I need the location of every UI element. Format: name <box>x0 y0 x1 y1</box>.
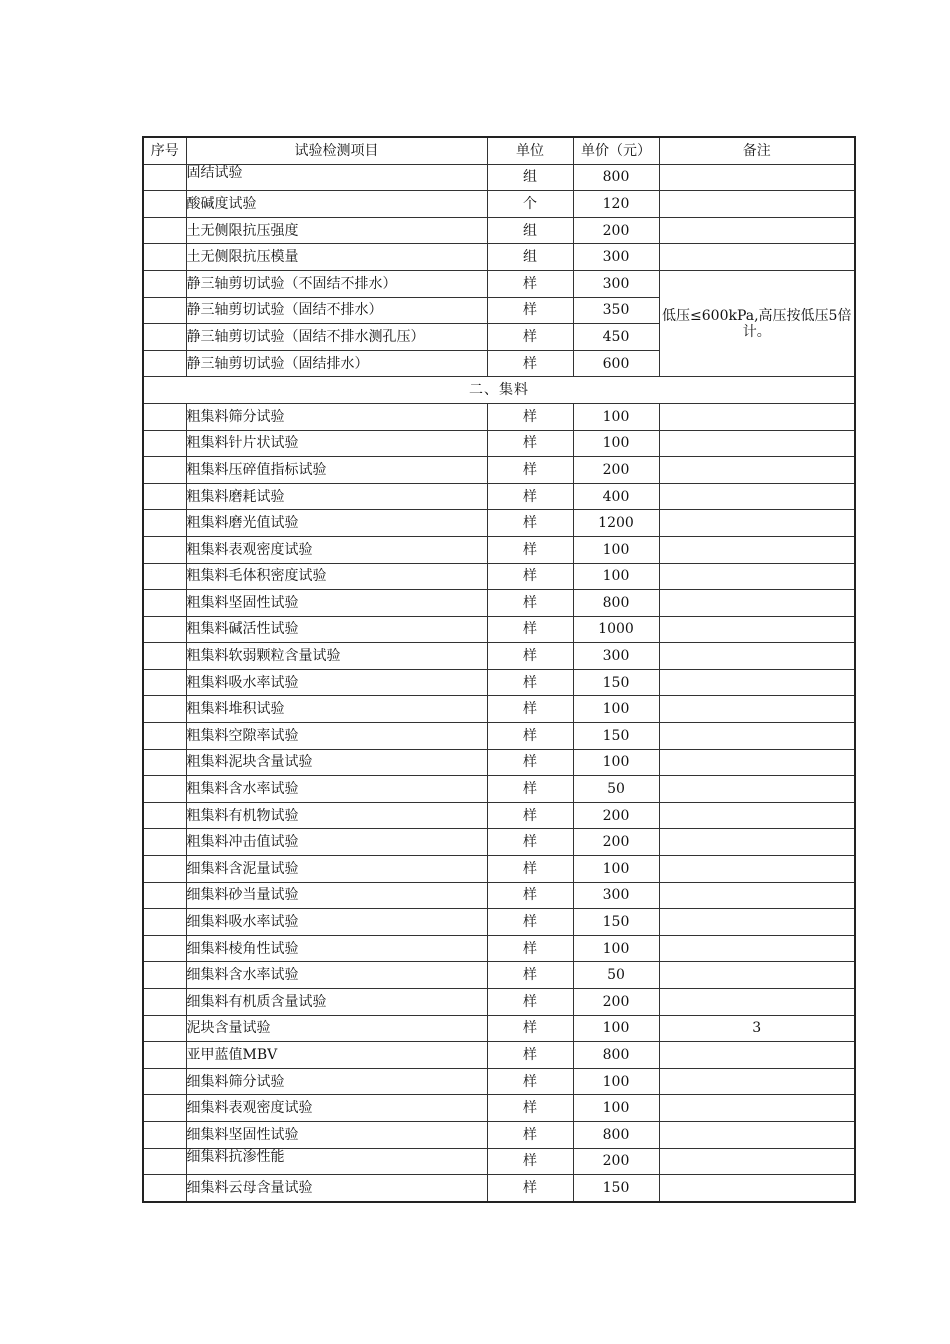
item-cell: 粗集料有机物试验 <box>186 802 487 829</box>
note-cell: 3 <box>659 1015 855 1042</box>
seq-cell <box>143 696 186 723</box>
table-row <box>143 483 855 510</box>
table-row <box>143 935 855 962</box>
item-cell: 粗集料针片状试验 <box>186 430 487 457</box>
unit-cell: 样 <box>487 457 573 484</box>
table-row <box>143 1042 855 1069</box>
item-cell: 固结试验 <box>186 164 487 191</box>
table-row <box>143 244 855 271</box>
seq-cell <box>143 1042 186 1069</box>
price-cell: 50 <box>573 962 659 989</box>
price-cell: 800 <box>573 1042 659 1069</box>
unit-cell: 样 <box>487 1015 573 1042</box>
item-cell: 粗集料堆积试验 <box>186 696 487 723</box>
table-row <box>143 217 855 244</box>
table-row <box>143 669 855 696</box>
unit-cell: 样 <box>487 935 573 962</box>
unit-cell: 样 <box>487 297 573 324</box>
seq-cell <box>143 1148 186 1175</box>
unit-cell: 样 <box>487 749 573 776</box>
seq-cell <box>143 590 186 617</box>
seq-cell <box>143 989 186 1016</box>
note-cell <box>659 882 855 909</box>
header-price: 单价（元） <box>573 137 659 164</box>
price-cell: 100 <box>573 563 659 590</box>
price-cell: 100 <box>573 1095 659 1122</box>
item-cell: 细集料砂当量试验 <box>186 882 487 909</box>
item-cell: 粗集料表观密度试验 <box>186 536 487 563</box>
note-cell <box>659 802 855 829</box>
unit-cell: 样 <box>487 350 573 377</box>
note-cell <box>659 776 855 803</box>
price-cell: 450 <box>573 324 659 351</box>
price-cell: 150 <box>573 909 659 936</box>
item-cell: 粗集料毛体积密度试验 <box>186 563 487 590</box>
item-cell: 细集料筛分试验 <box>186 1068 487 1095</box>
section-title: 二、集料 <box>143 377 855 404</box>
price-cell: 300 <box>573 643 659 670</box>
seq-cell <box>143 669 186 696</box>
item-cell: 粗集料压碎值指标试验 <box>186 457 487 484</box>
seq-cell <box>143 616 186 643</box>
price-cell: 150 <box>573 1175 659 1202</box>
unit-cell: 样 <box>487 723 573 750</box>
price-cell: 50 <box>573 776 659 803</box>
item-cell: 粗集料泥块含量试验 <box>186 749 487 776</box>
unit-cell: 样 <box>487 1068 573 1095</box>
seq-cell <box>143 430 186 457</box>
item-cell: 粗集料筛分试验 <box>186 403 487 430</box>
seq-cell <box>143 829 186 856</box>
seq-cell <box>143 882 186 909</box>
price-cell: 350 <box>573 297 659 324</box>
note-cell <box>659 430 855 457</box>
table-row <box>143 829 855 856</box>
price-cell: 120 <box>573 191 659 218</box>
price-cell: 600 <box>573 350 659 377</box>
price-cell: 1200 <box>573 510 659 537</box>
note-cell <box>659 616 855 643</box>
seq-cell <box>143 1095 186 1122</box>
unit-cell: 组 <box>487 244 573 271</box>
item-cell: 细集料含水率试验 <box>186 962 487 989</box>
table-row <box>143 749 855 776</box>
price-cell: 200 <box>573 457 659 484</box>
item-cell: 静三轴剪切试验（不固结不排水） <box>186 270 487 297</box>
header-item: 试验检测项目 <box>186 137 487 164</box>
seq-cell <box>143 403 186 430</box>
item-cell: 细集料有机质含量试验 <box>186 989 487 1016</box>
note-cell <box>659 723 855 750</box>
price-cell: 150 <box>573 723 659 750</box>
item-cell: 细集料棱角性试验 <box>186 935 487 962</box>
table-row <box>143 191 855 218</box>
table-row <box>143 1015 855 1042</box>
unit-cell: 样 <box>487 1042 573 1069</box>
price-cell: 100 <box>573 935 659 962</box>
item-cell: 亚甲蓝值MBV <box>186 1042 487 1069</box>
note-cell <box>659 590 855 617</box>
seq-cell <box>143 856 186 883</box>
seq-cell <box>143 776 186 803</box>
table-row <box>143 1121 855 1148</box>
price-cell: 800 <box>573 590 659 617</box>
table-row <box>143 457 855 484</box>
table-row <box>143 643 855 670</box>
note-cell <box>659 669 855 696</box>
unit-cell: 样 <box>487 643 573 670</box>
item-cell: 粗集料软弱颗粒含量试验 <box>186 643 487 670</box>
seq-cell <box>143 191 186 218</box>
price-cell: 100 <box>573 403 659 430</box>
note-cell <box>659 1148 855 1175</box>
seq-cell <box>143 244 186 271</box>
seq-cell <box>143 1121 186 1148</box>
price-cell: 300 <box>573 882 659 909</box>
item-cell: 土无侧限抗压强度 <box>186 217 487 244</box>
note-cell <box>659 989 855 1016</box>
unit-cell: 样 <box>487 324 573 351</box>
table-row <box>143 430 855 457</box>
unit-cell: 样 <box>487 776 573 803</box>
seq-cell <box>143 217 186 244</box>
item-cell: 细集料坚固性试验 <box>186 1121 487 1148</box>
seq-cell <box>143 297 186 324</box>
table-row <box>143 802 855 829</box>
note-cell <box>659 483 855 510</box>
unit-cell: 样 <box>487 989 573 1016</box>
table-row <box>143 590 855 617</box>
item-cell: 粗集料碱活性试验 <box>186 616 487 643</box>
table-row <box>143 563 855 590</box>
price-cell: 200 <box>573 1148 659 1175</box>
unit-cell: 样 <box>487 696 573 723</box>
seq-cell <box>143 324 186 351</box>
item-cell: 泥块含量试验 <box>186 1015 487 1042</box>
item-cell: 粗集料空隙率试验 <box>186 723 487 750</box>
unit-cell: 样 <box>487 563 573 590</box>
seq-cell <box>143 350 186 377</box>
note-cell <box>659 829 855 856</box>
unit-cell: 样 <box>487 962 573 989</box>
seq-cell <box>143 749 186 776</box>
note-cell <box>659 536 855 563</box>
price-cell: 100 <box>573 430 659 457</box>
seq-cell <box>143 510 186 537</box>
seq-cell <box>143 962 186 989</box>
note-cell <box>659 749 855 776</box>
seq-cell <box>143 909 186 936</box>
item-cell: 静三轴剪切试验（固结不排水） <box>186 297 487 324</box>
item-cell: 粗集料冲击值试验 <box>186 829 487 856</box>
price-cell: 100 <box>573 856 659 883</box>
price-cell: 300 <box>573 244 659 271</box>
header-unit: 单位 <box>487 137 573 164</box>
seq-cell <box>143 1175 186 1202</box>
seq-cell <box>143 935 186 962</box>
note-cell <box>659 403 855 430</box>
price-cell: 100 <box>573 749 659 776</box>
note-cell <box>659 1042 855 1069</box>
note-cell <box>659 962 855 989</box>
item-cell: 细集料抗渗性能 <box>186 1148 487 1175</box>
table-row <box>143 962 855 989</box>
unit-cell: 样 <box>487 590 573 617</box>
header-seq: 序号 <box>143 137 186 164</box>
seq-cell <box>143 1068 186 1095</box>
table-row <box>143 1068 855 1095</box>
price-cell: 100 <box>573 1015 659 1042</box>
unit-cell: 样 <box>487 1121 573 1148</box>
table-row <box>143 696 855 723</box>
note-cell <box>659 217 855 244</box>
unit-cell: 样 <box>487 510 573 537</box>
table-row <box>143 536 855 563</box>
note-cell <box>659 909 855 936</box>
table-row <box>143 510 855 537</box>
price-cell: 800 <box>573 1121 659 1148</box>
note-cell <box>659 457 855 484</box>
price-cell: 100 <box>573 696 659 723</box>
price-cell: 150 <box>573 669 659 696</box>
table-row <box>143 1148 855 1175</box>
seq-cell <box>143 457 186 484</box>
table-row <box>143 403 855 430</box>
unit-cell: 样 <box>487 430 573 457</box>
unit-cell: 样 <box>487 829 573 856</box>
note-cell <box>659 1121 855 1148</box>
item-cell: 静三轴剪切试验（固结排水） <box>186 350 487 377</box>
item-cell: 粗集料磨耗试验 <box>186 483 487 510</box>
unit-cell: 组 <box>487 164 573 191</box>
price-cell: 200 <box>573 217 659 244</box>
note-cell <box>659 1068 855 1095</box>
seq-cell <box>143 802 186 829</box>
note-cell <box>659 563 855 590</box>
unit-cell: 样 <box>487 536 573 563</box>
table-row <box>143 776 855 803</box>
table-header-row <box>143 137 855 164</box>
unit-cell: 样 <box>487 483 573 510</box>
price-cell: 300 <box>573 270 659 297</box>
unit-cell: 个 <box>487 191 573 218</box>
note-cell <box>659 696 855 723</box>
seq-cell <box>143 164 186 191</box>
note-cell <box>659 1175 855 1202</box>
header-note: 备注 <box>659 137 855 164</box>
table-row <box>143 989 855 1016</box>
item-cell: 土无侧限抗压模量 <box>186 244 487 271</box>
table-row <box>143 723 855 750</box>
price-cell: 200 <box>573 829 659 856</box>
table-row <box>143 856 855 883</box>
item-cell: 酸碱度试验 <box>186 191 487 218</box>
seq-cell <box>143 723 186 750</box>
seq-cell <box>143 483 186 510</box>
item-cell: 粗集料磨光值试验 <box>186 510 487 537</box>
price-cell: 100 <box>573 536 659 563</box>
unit-cell: 样 <box>487 669 573 696</box>
table-row <box>143 909 855 936</box>
item-cell: 粗集料坚固性试验 <box>186 590 487 617</box>
note-cell <box>659 510 855 537</box>
aggregate-rows <box>143 403 855 1201</box>
seq-cell <box>143 1015 186 1042</box>
item-cell: 粗集料含水率试验 <box>186 776 487 803</box>
table-row <box>143 270 855 297</box>
price-cell: 200 <box>573 802 659 829</box>
table-row <box>143 1095 855 1122</box>
item-cell: 静三轴剪切试验（固结不排水测孔压） <box>186 324 487 351</box>
item-cell: 细集料吸水率试验 <box>186 909 487 936</box>
note-cell <box>659 935 855 962</box>
triaxial-note-cell: 低压≤600kPa,高压按低压5倍计。 <box>659 270 855 376</box>
unit-cell: 样 <box>487 802 573 829</box>
price-table <box>142 136 856 1203</box>
item-cell: 细集料云母含量试验 <box>186 1175 487 1202</box>
note-cell <box>659 244 855 271</box>
unit-cell: 样 <box>487 882 573 909</box>
unit-cell: 样 <box>487 1175 573 1202</box>
note-cell <box>659 191 855 218</box>
seq-cell <box>143 643 186 670</box>
note-cell <box>659 1095 855 1122</box>
unit-cell: 样 <box>487 1095 573 1122</box>
price-cell: 800 <box>573 164 659 191</box>
table-row <box>143 616 855 643</box>
unit-cell: 样 <box>487 1148 573 1175</box>
unit-cell: 样 <box>487 270 573 297</box>
section-row <box>143 377 855 404</box>
seq-cell <box>143 536 186 563</box>
unit-cell: 样 <box>487 616 573 643</box>
table-row <box>143 164 855 191</box>
item-cell: 细集料含泥量试验 <box>186 856 487 883</box>
note-cell <box>659 856 855 883</box>
item-cell: 粗集料吸水率试验 <box>186 669 487 696</box>
seq-cell <box>143 270 186 297</box>
note-cell <box>659 643 855 670</box>
unit-cell: 样 <box>487 403 573 430</box>
unit-cell: 样 <box>487 856 573 883</box>
unit-cell: 样 <box>487 909 573 936</box>
note-cell <box>659 164 855 191</box>
price-cell: 100 <box>573 1068 659 1095</box>
seq-cell <box>143 563 186 590</box>
table-row <box>143 1175 855 1202</box>
price-cell: 1000 <box>573 616 659 643</box>
price-cell: 200 <box>573 989 659 1016</box>
unit-cell: 组 <box>487 217 573 244</box>
table-row <box>143 882 855 909</box>
item-cell: 细集料表观密度试验 <box>186 1095 487 1122</box>
price-cell: 400 <box>573 483 659 510</box>
